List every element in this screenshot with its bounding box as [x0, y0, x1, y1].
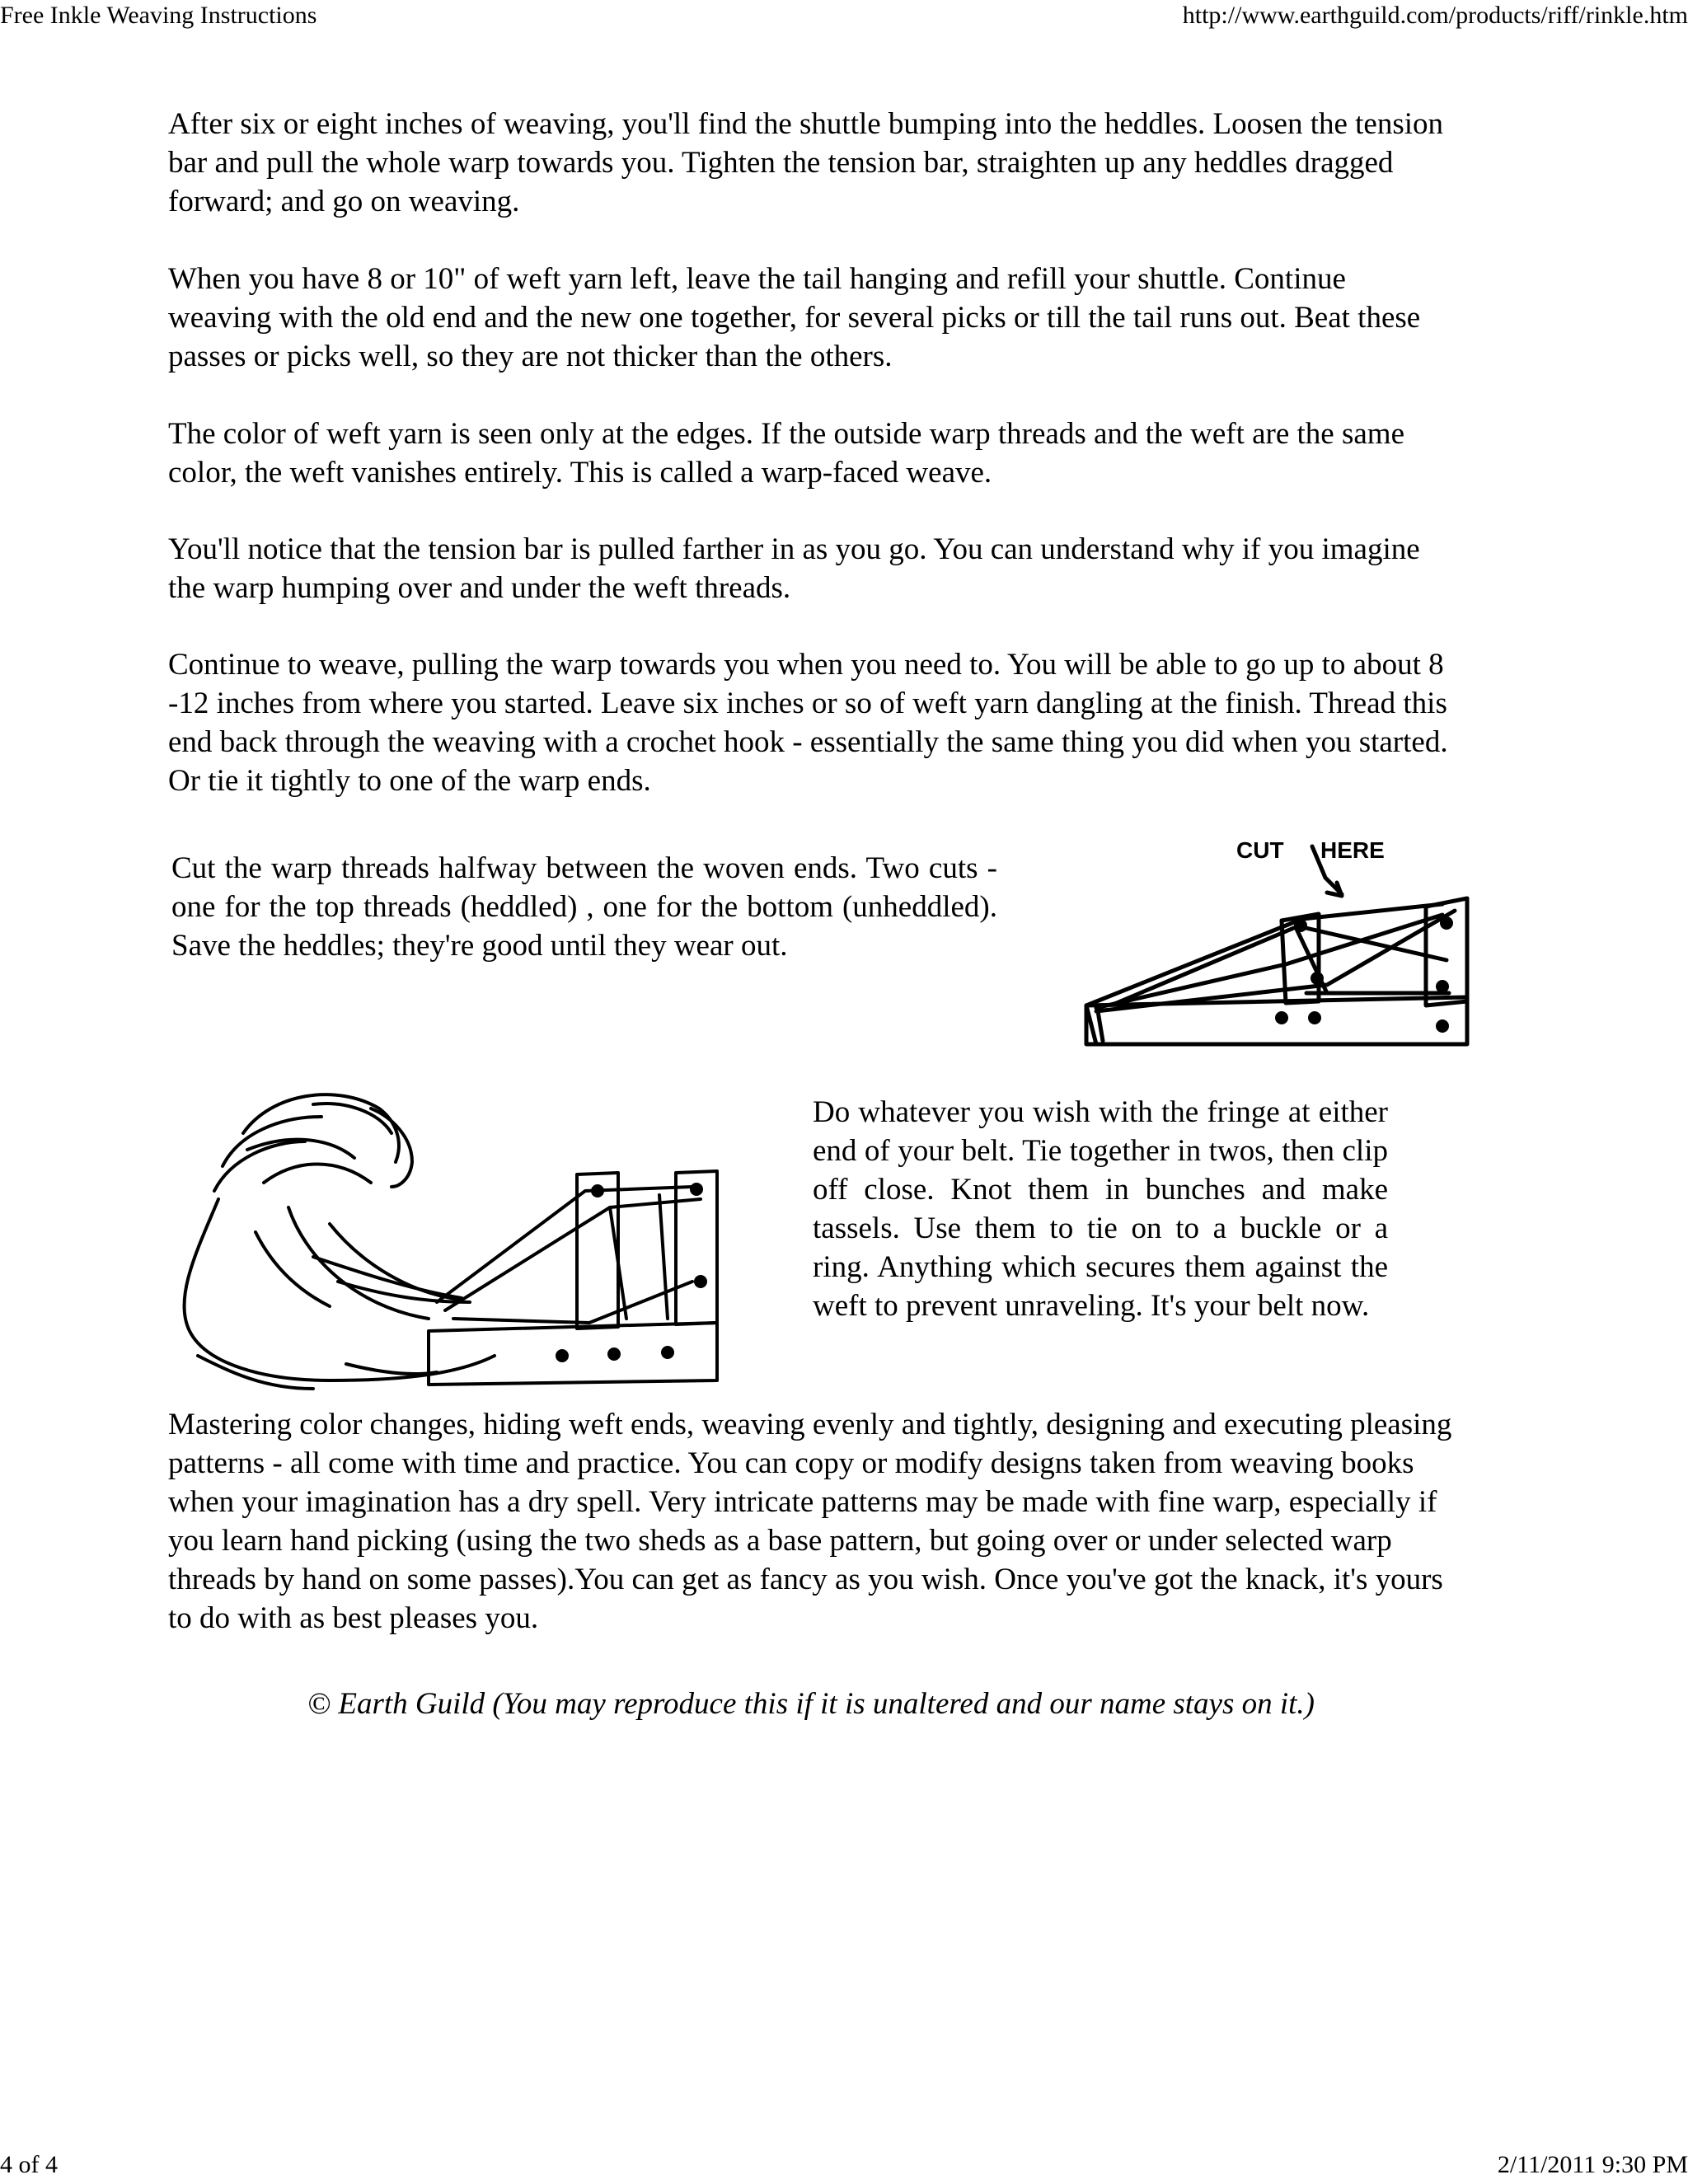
weaver-at-loom-illustration: [165, 1084, 734, 1397]
paragraph-fringe: Do whatever you wish with the fringe at either end of your belt. Tie together in twos, then clip off close. Knot them in bunches and make tassels. Use them to tie on to a buckle or a ring. Anything which secures them against the weft to prevent unraveling. It's your belt now.: [813, 1095, 1388, 1323]
paragraph-refill-shuttle: When you have 8 or 10" of weft yarn left, leave the tail hanging and refill your shuttle. Continue weaving with the old end and the new one together, for several picks or till the tail runs out. Beat these passes or picks well, so they are not thicker than the others.: [168, 262, 1421, 373]
paragraph-continue-weave: Continue to weave, pulling the warp towards you when you need to. You will be able to go up to about 8 -12 inches from where you started. Leave six inches or so of weft yarn dangling at the finish. Thread this end back through the weaving with a crochet hook - essentially the same thing you did when you started. Or tie it tightly to one of the warp ends.: [168, 648, 1448, 798]
loom-cut-here-illustration: [1080, 828, 1475, 1051]
cut-label: CUT: [1236, 837, 1284, 863]
paragraph-mastering: Mastering color changes, hiding weft ends, weaving evenly and tightly, designing and executing pleasing patterns - all come with time and practice. You can copy or modify designs taken from weaving books when your imagination has a dry spell. Very intricate patterns may be made with fine warp, especially if you learn hand picking (using the two sheds as a base pattern, but going over or under selected warp threads by hand on some passes).You can get as fancy as you wish. Once you've got the knack, it's yours to do with as best pleases you.: [168, 1408, 1452, 1635]
paragraph-shuttle-bumping: After six or eight inches of weaving, you'll find the shuttle bumping into the heddles. Loosen the tension bar and pull the whole warp towards you. Tighten the tension bar, straighten up any heddles dragged forward; and go on weaving.: [168, 107, 1444, 218]
here-label: HERE: [1320, 837, 1385, 863]
footer-page-number: 4 of 4: [0, 2151, 58, 2178]
copyright-notice: © Earth Guild (You may reproduce this if it is unaltered and our name stays on it.): [307, 1687, 1315, 1721]
paragraph-cut-warp: Cut the warp threads halfway between the woven ends. Two cuts - one for the top threads (heddled) , one for the bottom (unheddled). Save the heddles; they're good until they wear out.: [171, 851, 997, 963]
paragraph-tension-bar: You'll notice that the tension bar is pulled farther in as you go. You can understand why if you imagine the warp humping over and under the weft threads.: [168, 532, 1420, 605]
header-url: http://www.earthguild.com/products/riff/rinkle.htm: [1182, 2, 1688, 29]
header-page-title: Free Inkle Weaving Instructions: [0, 2, 317, 29]
paragraph-weft-color: The color of weft yarn is seen only at the edges. If the outside warp threads and the weft are the same color, the weft vanishes entirely. This is called a warp-faced weave.: [168, 417, 1404, 490]
footer-datetime: 2/11/2011 9:30 PM: [1497, 2151, 1688, 2178]
